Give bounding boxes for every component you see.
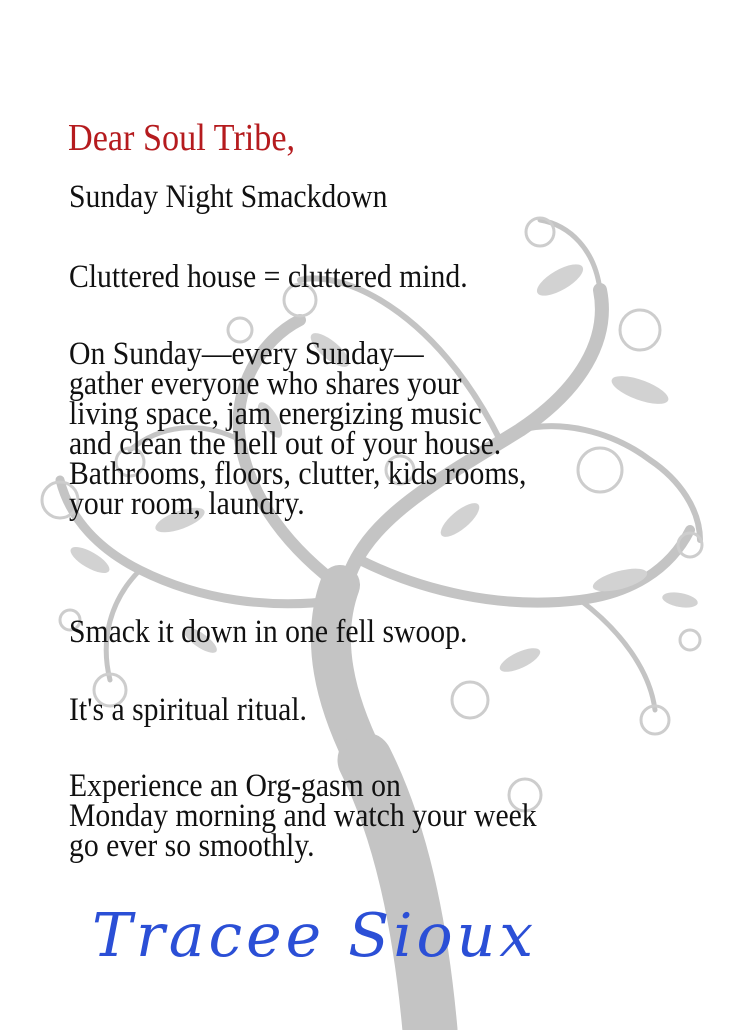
paragraph-title	[69, 179, 388, 215]
paragraph-instructions	[69, 336, 527, 522]
paragraph-line: Sunday Night Smackdown	[69, 179, 388, 215]
paragraph-cluttered	[69, 259, 468, 295]
paragraph-line: your room, laundry.	[69, 486, 305, 522]
paragraph-line: It's a spiritual ritual.	[69, 692, 307, 728]
paragraph-line: Bathrooms, floors, clutter, kids rooms,	[69, 456, 527, 492]
paragraph-smack	[69, 614, 468, 650]
paragraph-line: Experience an Org-gasm on	[69, 768, 401, 804]
greeting: Dear Soul Tribe,	[68, 117, 296, 159]
signature: Tracee Sioux	[92, 901, 538, 971]
paragraph-line: On Sunday—every Sunday—	[69, 336, 424, 372]
paragraph-line: living space, jam energizing music	[69, 396, 482, 432]
paragraph-line: Cluttered house = cluttered mind.	[69, 259, 468, 295]
paragraph-experience	[69, 768, 537, 864]
paragraph-ritual	[69, 692, 307, 728]
paragraph-line: gather everyone who shares your	[69, 366, 462, 402]
paragraph-line: Monday morning and watch your week	[69, 798, 537, 834]
paragraph-line: go ever so smoothly.	[69, 828, 315, 864]
paragraph-line: and clean the hell out of your house.	[69, 426, 502, 462]
paragraph-line: Smack it down in one fell swoop.	[69, 614, 468, 650]
